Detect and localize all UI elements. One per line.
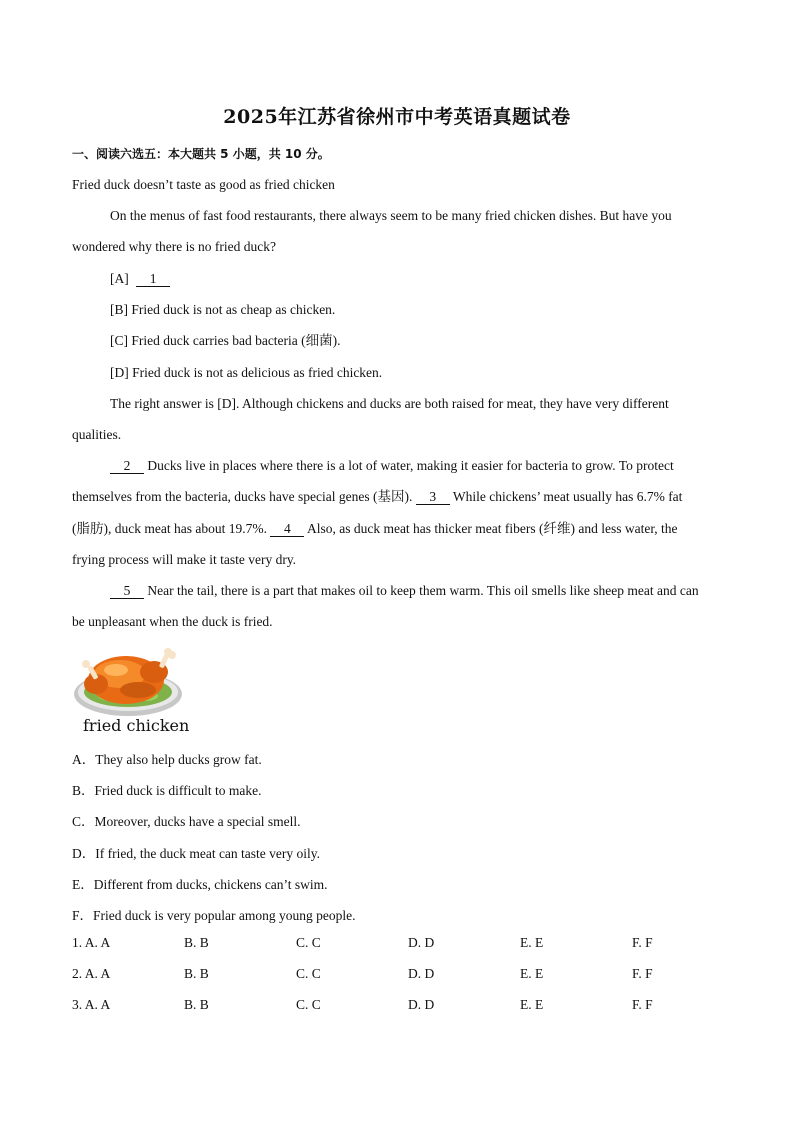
page-title: 2025年江苏省徐州市中考英语真题试卷 bbox=[223, 106, 571, 128]
blank-2[interactable]: 2 bbox=[110, 459, 144, 474]
choice-b-line: [B] Fried duck is not as cheap as chicken. bbox=[110, 302, 336, 317]
blank-5[interactable]: 5 bbox=[110, 584, 144, 599]
paragraph-4-line-1-text: Near the tail, there is a part that makes oil to keep them warm. This oil smells like sheep meat and can bbox=[144, 583, 699, 598]
paragraph-1-line-1: On the menus of fast food restaurants, there always seem to be many fried chicken dishes. But have you bbox=[110, 208, 672, 223]
blank-4[interactable]: 4 bbox=[270, 522, 304, 537]
question-1-choice-a[interactable]: 1. A. A bbox=[72, 935, 111, 950]
option-e: E．Different from ducks, chickens can’t swim. bbox=[72, 877, 328, 892]
question-2-choice-e[interactable]: E. E bbox=[520, 966, 544, 981]
question-2-choice-c[interactable]: C. C bbox=[296, 966, 321, 981]
question-1-choice-e[interactable]: E. E bbox=[520, 935, 544, 950]
paragraph-2-line-2: qualities. bbox=[72, 427, 122, 442]
choice-a-label: [A] bbox=[110, 271, 129, 286]
question-1-choice-d[interactable]: D. D bbox=[408, 935, 435, 950]
paragraph-3-line-2-text-b: While chickens’ meat usually has 6.7% fat bbox=[449, 489, 683, 504]
question-2-choice-b[interactable]: B. B bbox=[184, 966, 209, 981]
paragraph-3-line-1-text: Ducks live in places where there is a lot of water, making it easier for bacteria to grow. To protect bbox=[144, 458, 674, 473]
question-3-choice-f[interactable]: F. F bbox=[632, 997, 653, 1012]
question-2-choice-a[interactable]: 2. A. A bbox=[72, 966, 111, 981]
option-a: A．They also help ducks grow fat. bbox=[72, 752, 262, 767]
blank-3[interactable]: 3 bbox=[416, 490, 450, 505]
question-3-choice-d[interactable]: D. D bbox=[408, 997, 435, 1012]
paragraph-3-line-3 bbox=[72, 520, 678, 538]
option-d: D．If fried, the duck meat can taste very oily. bbox=[72, 846, 321, 861]
paragraph-1-line-2: wondered why there is no fried duck? bbox=[72, 239, 276, 254]
paragraph-3-line-4: frying process will make it taste very dry. bbox=[72, 552, 297, 567]
paragraph-3-line-2 bbox=[72, 488, 682, 506]
question-2-choice-d[interactable]: D. D bbox=[408, 966, 435, 981]
question-3-choice-b[interactable]: B. B bbox=[184, 997, 209, 1012]
question-1-choice-c[interactable]: C. C bbox=[296, 935, 321, 950]
paragraph-3-line-2-text-a: themselves from the bacteria, ducks have special genes (基因). bbox=[72, 489, 413, 504]
section-heading: 一、阅读六选五：本大题共 5 小题，共 10 分。 bbox=[72, 147, 330, 161]
question-1-choice-b[interactable]: B. B bbox=[184, 935, 209, 950]
blank-1[interactable]: 1 bbox=[136, 272, 170, 287]
question-3-choice-a[interactable]: 3. A. A bbox=[72, 997, 111, 1012]
option-b: B．Fried duck is difficult to make. bbox=[72, 783, 262, 798]
choice-a-line bbox=[110, 270, 170, 288]
choice-c-line: [C] Fried duck carries bad bacteria (细菌). bbox=[110, 333, 341, 348]
paragraph-2-line-1: The right answer is [D]. Although chickens and ducks are both raised for meat, they have very different bbox=[110, 396, 669, 411]
question-3-choice-c[interactable]: C. C bbox=[296, 997, 321, 1012]
paragraph-4-line-1 bbox=[110, 582, 699, 600]
paragraph-3-line-1 bbox=[110, 457, 674, 475]
passage-heading: Fried duck doesn’t taste as good as fried chicken bbox=[72, 177, 335, 192]
paragraph-3-line-3-text-a: (脂肪), duck meat has about 19.7%. bbox=[72, 521, 267, 536]
question-1-choice-f[interactable]: F. F bbox=[632, 935, 653, 950]
paragraph-4-line-2: be unpleasant when the duck is fried. bbox=[72, 614, 273, 629]
image-caption: fried chicken bbox=[83, 716, 190, 735]
option-f: F．Fried duck is very popular among young people. bbox=[72, 908, 356, 923]
question-2-choice-f[interactable]: F. F bbox=[632, 966, 653, 981]
option-c: C．Moreover, ducks have a special smell. bbox=[72, 814, 301, 829]
paragraph-3-line-3-text-b: Also, as duck meat has thicker meat fibers (纤维) and less water, the bbox=[304, 521, 678, 536]
choice-d-line: [D] Fried duck is not as delicious as fried chicken. bbox=[110, 365, 383, 380]
question-3-choice-e[interactable]: E. E bbox=[520, 997, 544, 1012]
